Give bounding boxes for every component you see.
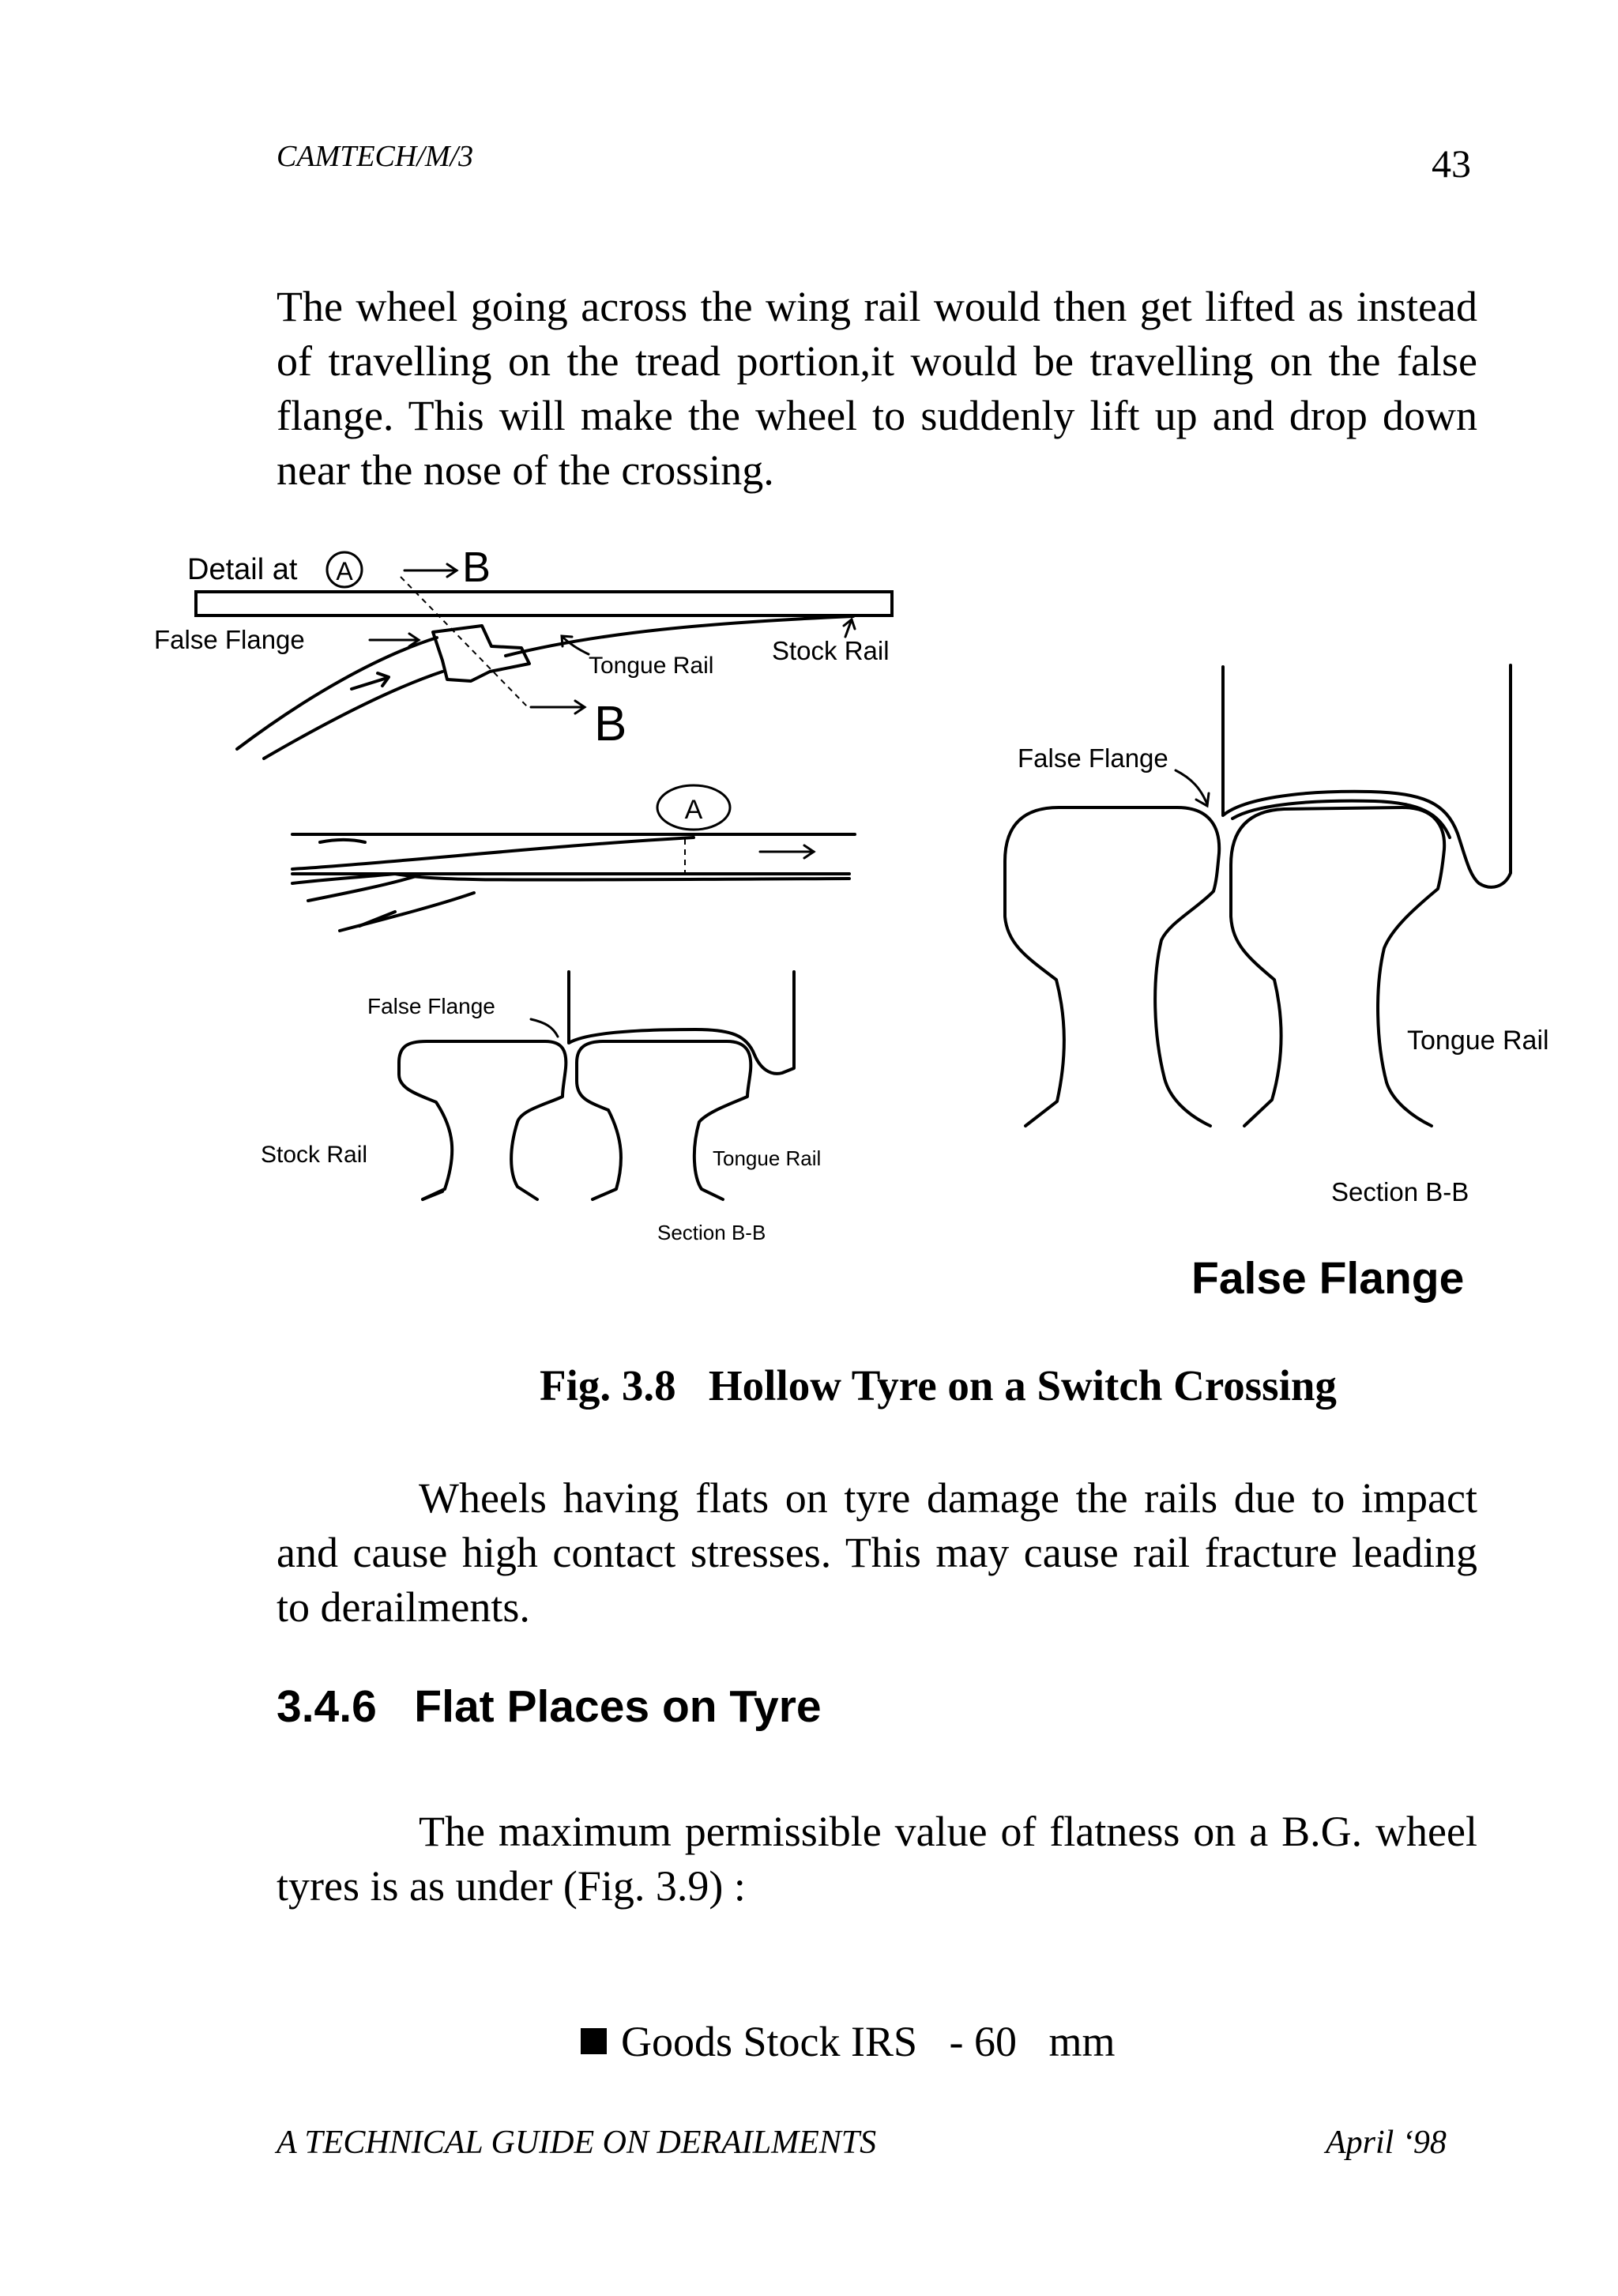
layout-marker-circle: [657, 785, 730, 830]
large-section-false-flange-label: False Flange: [1018, 743, 1168, 773]
body-paragraph: The maximum permissible value of flatness on a B.G. wheel tyres is as under (Fig. 3.9) :: [277, 1808, 1477, 1910]
figure-caption: Fig. 3.8 Hollow Tyre on a Switch Crossing: [540, 1361, 1337, 1410]
layout-tongue-rail: [292, 837, 694, 869]
detail-marker-circle: [327, 552, 362, 587]
footer-title: A TECHNICAL GUIDE ON DERAILMENTS: [277, 2125, 877, 2161]
plan-false-flange-label: False Flange: [154, 625, 305, 654]
section-arrow-top: [404, 564, 457, 577]
small-wheel-tyre: [569, 972, 794, 1074]
large-wheel-inner-contour: [1232, 801, 1450, 837]
detail-label: Detail at: [187, 553, 298, 586]
small-section-stock-rail-label: Stock Rail: [261, 1142, 368, 1168]
small-section-caption: Section B-B: [657, 1221, 766, 1244]
page-number: 43: [1432, 141, 1471, 186]
plan-tongue-rail-label: Tongue Rail: [589, 653, 714, 679]
layout-short-mark: [320, 840, 365, 842]
large-section-false-flange-pointer: [1176, 770, 1207, 804]
small-stock-rail-base-left: [423, 1191, 442, 1199]
section-heading: 3.4.6 Flat Places on Tyre: [277, 1681, 822, 1732]
running-header: CAMTECH/M/3: [277, 140, 474, 173]
bullet-item: [559, 1968, 1116, 2066]
small-section-tongue-rail-label: Tongue Rail: [713, 1146, 822, 1170]
footer-date: April ‘98: [1326, 2125, 1447, 2161]
plan-tongue-rail-inner: [264, 672, 442, 758]
stock-rail-pointer: [844, 619, 855, 637]
body-paragraph: Wheels having flats on tyre damage the rails due to impact and cause high contact stresses. This may cause rail fracture leading to derailments.: [277, 1474, 1477, 1631]
layout-direction-arrow: [760, 845, 814, 858]
bullet-text: Goods Stock IRS - 60 mm: [621, 2018, 1116, 2065]
large-wheel-tyre: [1223, 665, 1511, 887]
detail-marker-letter: A: [336, 557, 353, 585]
false-flange-pointer-arrow: [370, 634, 419, 646]
small-section-false-flange-pointer: [531, 1019, 558, 1037]
body-paragraph: The wheel going across the wing rail would then get lifted as instead of travelling on the tread portion,it would be travelling on the false flange. This will make the wheel to suddenly lift up and drop down near the nose of the crossing.: [277, 283, 1477, 494]
large-stock-rail-profile: [1005, 807, 1219, 1126]
wheel-direction-arrow: [352, 673, 389, 689]
small-stock-rail-profile: [399, 1041, 566, 1199]
plan-stock-rail-label: Stock Rail: [772, 636, 890, 665]
small-tongue-rail-profile: [577, 1041, 751, 1199]
large-tongue-rail-profile: [1231, 807, 1444, 1126]
large-section-caption: Section B-B: [1331, 1177, 1469, 1206]
section-letter-bottom: B: [594, 697, 627, 751]
figure-title: False Flange: [1191, 1253, 1465, 1304]
large-section-tongue-rail-label: Tongue Rail: [1407, 1026, 1549, 1056]
plan-tongue-rail-outer: [237, 638, 437, 749]
small-section-false-flange-label: False Flange: [367, 994, 495, 1018]
layout-marker-letter: A: [684, 795, 703, 825]
section-arrow-bottom: [531, 701, 585, 713]
plan-stock-rail-bar: [196, 592, 892, 615]
section-letter-top: B: [462, 544, 491, 591]
square-bullet-icon: [581, 2028, 607, 2054]
